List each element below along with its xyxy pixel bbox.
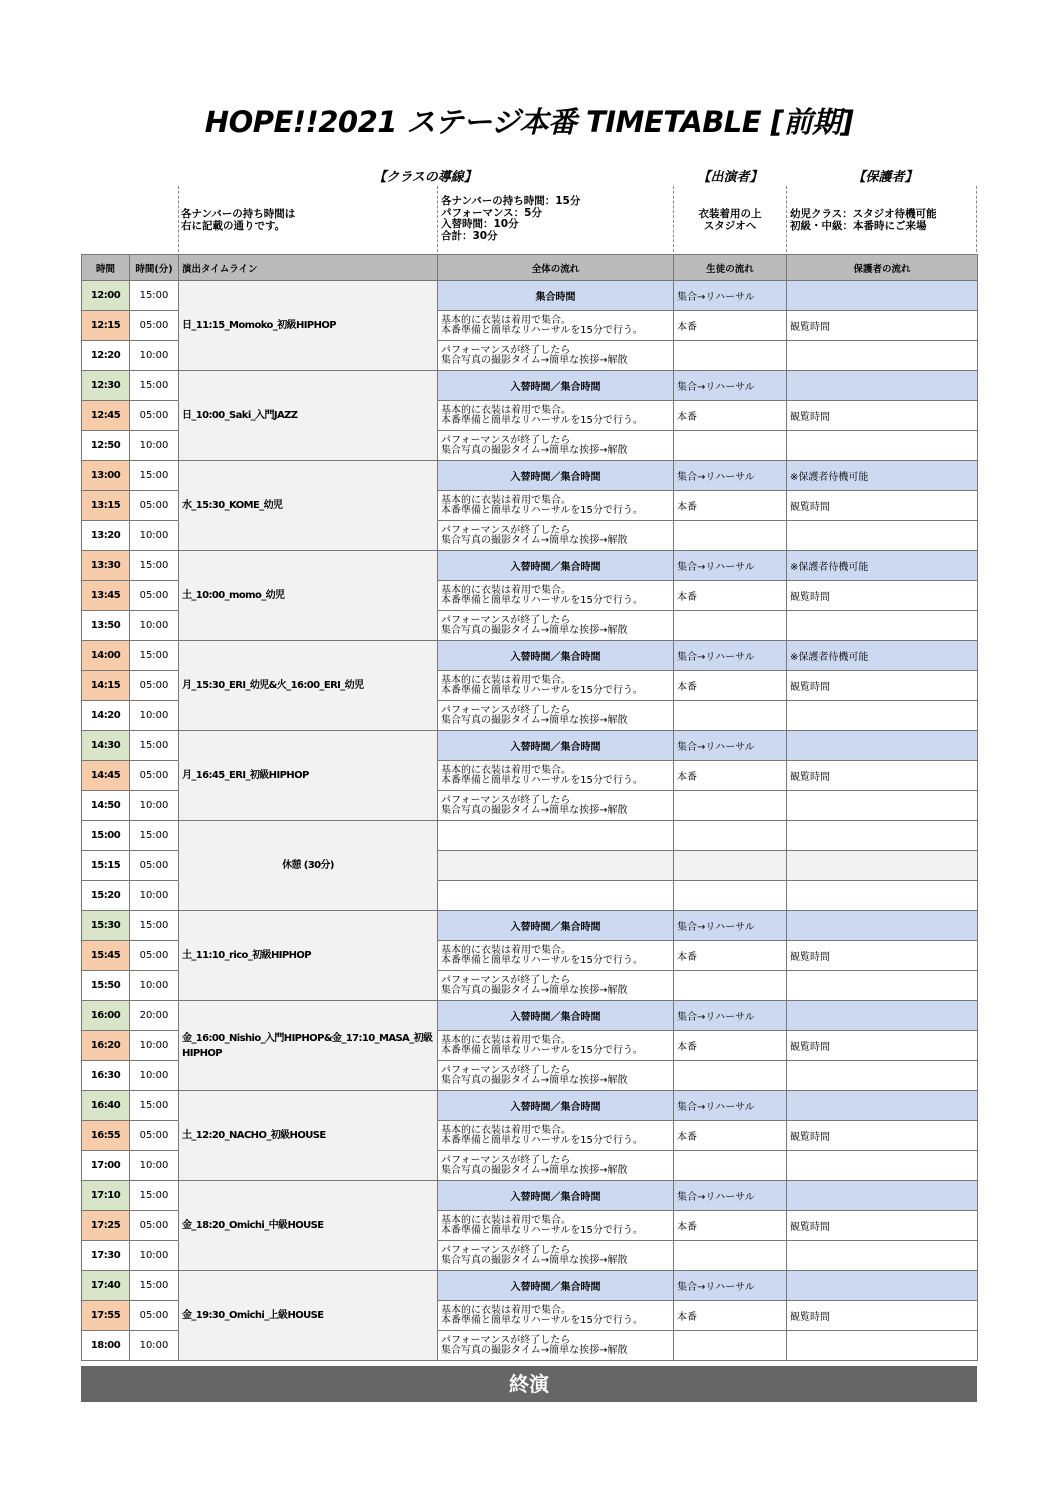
flow-line: 基本的に衣装は着用で集合。 — [441, 314, 571, 326]
duration-cell: 10:00 — [130, 791, 179, 821]
student-cell: 集合→リハーサル — [674, 1181, 787, 1211]
flow-heading: 入替時間／集合時間 — [438, 551, 674, 581]
student-cell: 本番 — [674, 671, 787, 701]
table-row — [82, 911, 978, 941]
class-name-cell: 金_18:20_Omichi_中級HOUSE — [179, 1181, 438, 1271]
divider — [178, 186, 179, 252]
student-cell — [674, 821, 787, 851]
flow-line: 基本的に衣装は着用で集合。 — [441, 764, 571, 776]
note-performer — [675, 209, 785, 232]
section-guardian: 【保護者】 — [852, 170, 918, 185]
time-cell: 17:30 — [82, 1241, 130, 1271]
flow-cell — [438, 1301, 674, 1331]
duration-cell: 10:00 — [130, 881, 179, 911]
class-name-cell: 水_15:30_KOME_幼児 — [179, 461, 438, 551]
break-cell: 休憩 (30分) — [179, 821, 438, 911]
table-row — [82, 641, 978, 671]
flow-cell — [438, 1331, 674, 1361]
duration-cell: 05:00 — [130, 1301, 179, 1331]
class-name-cell: 月_15:30_ERI_幼児&火_16:00_ERI_幼児 — [179, 641, 438, 731]
flow-line: パフォーマンスが終了したら — [441, 974, 571, 986]
student-cell: 集合→リハーサル — [674, 551, 787, 581]
duration-cell: 15:00 — [130, 911, 179, 941]
duration-cell: 15:00 — [130, 371, 179, 401]
flow-line: パフォーマンスが終了したら — [441, 1244, 571, 1256]
flow-cell — [438, 401, 674, 431]
flow-cell — [438, 791, 674, 821]
student-cell: 集合→リハーサル — [674, 1091, 787, 1121]
flow-line: 基本的に衣装は着用で集合。 — [441, 1034, 571, 1046]
guardian-cell — [787, 1271, 978, 1301]
flow-line: 集合写真の撮影タイム→簡単な挨拶→解散 — [441, 354, 628, 366]
flow-line: 基本的に衣装は着用で集合。 — [441, 584, 571, 596]
guardian-cell — [787, 341, 978, 371]
flow-cell — [438, 881, 674, 911]
divider — [786, 186, 787, 252]
divider — [976, 186, 977, 252]
time-cell: 13:30 — [82, 551, 130, 581]
flow-line: 本番準備と簡単なリハーサルを15分で行う。 — [441, 414, 643, 426]
duration-cell: 10:00 — [130, 431, 179, 461]
time-cell: 12:30 — [82, 371, 130, 401]
flow-cell — [438, 581, 674, 611]
class-name-cell: 土_11:10_rico_初級HIPHOP — [179, 911, 438, 1001]
class-name-cell: 金_19:30_Omichi_上級HOUSE — [179, 1271, 438, 1361]
student-cell: 集合→リハーサル — [674, 281, 787, 311]
duration-cell: 10:00 — [130, 1241, 179, 1271]
flow-cell — [438, 341, 674, 371]
student-cell — [674, 1241, 787, 1271]
divider — [437, 186, 438, 252]
duration-cell: 10:00 — [130, 341, 179, 371]
student-cell — [674, 881, 787, 911]
student-cell: 本番 — [674, 1031, 787, 1061]
duration-cell: 05:00 — [130, 851, 179, 881]
time-cell: 17:00 — [82, 1151, 130, 1181]
guardian-cell — [787, 371, 978, 401]
duration-cell: 15:00 — [130, 281, 179, 311]
time-cell: 14:45 — [82, 761, 130, 791]
guardian-cell — [787, 1091, 978, 1121]
guardian-cell: 観覧時間 — [787, 671, 978, 701]
class-name-cell: 金_16:00_Nishio_入門HIPHOP&金_17:10_MASA_初級HIPHOP — [179, 1001, 438, 1091]
time-cell: 16:40 — [82, 1091, 130, 1121]
flow-cell — [438, 491, 674, 521]
student-cell: 集合→リハーサル — [674, 641, 787, 671]
time-cell: 14:20 — [82, 701, 130, 731]
time-cell: 16:00 — [82, 1001, 130, 1031]
time-cell: 16:20 — [82, 1031, 130, 1061]
flow-cell — [438, 851, 674, 881]
flow-line: 集合写真の撮影タイム→簡単な挨拶→解散 — [441, 624, 628, 636]
time-cell: 16:55 — [82, 1121, 130, 1151]
flow-line: 集合写真の撮影タイム→簡単な挨拶→解散 — [441, 1254, 628, 1266]
duration-cell: 15:00 — [130, 641, 179, 671]
flow-line: 本番準備と簡単なリハーサルを15分で行う。 — [441, 594, 643, 606]
divider — [673, 186, 674, 252]
student-cell: 本番 — [674, 941, 787, 971]
guardian-cell: ※保護者待機可能 — [787, 461, 978, 491]
flow-line: 集合写真の撮影タイム→簡単な挨拶→解散 — [441, 804, 628, 816]
flow-heading: 入替時間／集合時間 — [438, 371, 674, 401]
guardian-cell: 観覧時間 — [787, 491, 978, 521]
flow-line: 本番準備と簡単なリハーサルを15分で行う。 — [441, 774, 643, 786]
time-cell: 13:00 — [82, 461, 130, 491]
flow-line: 基本的に衣装は着用で集合。 — [441, 944, 571, 956]
flow-heading: 入替時間／集合時間 — [438, 461, 674, 491]
flow-line: 集合写真の撮影タイム→簡単な挨拶→解散 — [441, 1074, 628, 1086]
time-cell: 14:30 — [82, 731, 130, 761]
section-class: 【クラスの導線】 — [373, 170, 477, 185]
student-cell: 本番 — [674, 1121, 787, 1151]
guardian-cell — [787, 611, 978, 641]
guardian-cell: 観覧時間 — [787, 1301, 978, 1331]
note-guardian — [790, 209, 937, 232]
guardian-cell — [787, 431, 978, 461]
time-cell: 15:15 — [82, 851, 130, 881]
section-performer: 【出演者】 — [697, 170, 763, 185]
flow-cell — [438, 1151, 674, 1181]
time-cell: 15:30 — [82, 911, 130, 941]
time-cell: 15:20 — [82, 881, 130, 911]
duration-cell: 10:00 — [130, 1331, 179, 1361]
guardian-cell: 観覧時間 — [787, 1121, 978, 1151]
flow-cell — [438, 311, 674, 341]
duration-cell: 15:00 — [130, 821, 179, 851]
student-cell — [674, 1331, 787, 1361]
duration-cell: 15:00 — [130, 461, 179, 491]
note-left — [181, 209, 295, 232]
guardian-cell: 観覧時間 — [787, 401, 978, 431]
time-cell: 17:25 — [82, 1211, 130, 1241]
note-line: 初級・中級：本番時にご来場 — [790, 219, 927, 232]
flow-line: パフォーマンスが終了したら — [441, 704, 571, 716]
flow-line: 集合写真の撮影タイム→簡単な挨拶→解散 — [441, 1344, 628, 1356]
flow-line: 本番準備と簡単なリハーサルを15分で行う。 — [441, 1314, 643, 1326]
note-line: 各ナンバーの持ち時間は — [181, 208, 296, 220]
guardian-cell — [787, 281, 978, 311]
time-cell: 13:50 — [82, 611, 130, 641]
class-name-cell: 土_12:20_NACHO_初級HOUSE — [179, 1091, 438, 1181]
class-name-cell: 土_10:00_momo_幼児 — [179, 551, 438, 641]
page-title: HOPE!!2021 ステージ本番 TIMETABLE [前期] — [204, 105, 854, 139]
guardian-cell — [787, 911, 978, 941]
end-banner: 終演 — [81, 1366, 977, 1402]
duration-cell: 15:00 — [130, 1271, 179, 1301]
table-row — [82, 1091, 978, 1121]
table-row — [82, 461, 978, 491]
note-flow — [441, 196, 580, 242]
flow-line: パフォーマンスが終了したら — [441, 1064, 571, 1076]
student-cell: 本番 — [674, 401, 787, 431]
table-row — [82, 1181, 978, 1211]
flow-line: パフォーマンスが終了したら — [441, 434, 571, 446]
flow-line: 本番準備と簡単なリハーサルを15分で行う。 — [441, 684, 643, 696]
flow-cell — [438, 1031, 674, 1061]
student-cell — [674, 791, 787, 821]
flow-cell — [438, 941, 674, 971]
flow-line: 本番準備と簡単なリハーサルを15分で行う。 — [441, 504, 643, 516]
note-line: 各ナンバーの持ち時間：15分 — [441, 195, 581, 207]
header-duration: 時間(分) — [130, 255, 179, 281]
note-line: 入替時間：10分 — [441, 218, 519, 230]
time-cell: 17:40 — [82, 1271, 130, 1301]
time-cell: 15:50 — [82, 971, 130, 1001]
student-cell: 集合→リハーサル — [674, 1001, 787, 1031]
flow-cell — [438, 1241, 674, 1271]
student-cell: 集合→リハーサル — [674, 1271, 787, 1301]
time-cell: 17:55 — [82, 1301, 130, 1331]
time-cell: 12:20 — [82, 341, 130, 371]
duration-cell: 05:00 — [130, 1211, 179, 1241]
time-cell: 13:45 — [82, 581, 130, 611]
note-line: 幼児クラス：スタジオ待機可能 — [790, 208, 937, 220]
flow-cell — [438, 761, 674, 791]
note-line: 衣装着用の上 — [698, 208, 762, 220]
guardian-cell — [787, 1061, 978, 1091]
table-header-row — [82, 255, 978, 281]
time-cell: 18:00 — [82, 1331, 130, 1361]
header-timeline: 演出タイムライン — [179, 255, 438, 281]
flow-line: パフォーマンスが終了したら — [441, 1154, 571, 1166]
duration-cell: 10:00 — [130, 971, 179, 1001]
flow-line: 基本的に衣装は着用で集合。 — [441, 404, 571, 416]
flow-line: 本番準備と簡単なリハーサルを15分で行う。 — [441, 324, 643, 336]
flow-line: 集合写真の撮影タイム→簡単な挨拶→解散 — [441, 1164, 628, 1176]
flow-line: 基本的に衣装は着用で集合。 — [441, 1304, 571, 1316]
class-name-cell: 日_10:00_Saki_入門JAZZ — [179, 371, 438, 461]
duration-cell: 05:00 — [130, 581, 179, 611]
student-cell — [674, 1151, 787, 1181]
header-overall: 全体の流れ — [438, 255, 674, 281]
time-cell: 15:00 — [82, 821, 130, 851]
duration-cell: 10:00 — [130, 1031, 179, 1061]
guardian-cell — [787, 701, 978, 731]
student-cell — [674, 701, 787, 731]
time-cell: 13:15 — [82, 491, 130, 521]
time-cell: 12:15 — [82, 311, 130, 341]
flow-line: パフォーマンスが終了したら — [441, 524, 571, 536]
duration-cell: 10:00 — [130, 521, 179, 551]
flow-cell — [438, 431, 674, 461]
flow-cell — [438, 521, 674, 551]
time-cell: 13:20 — [82, 521, 130, 551]
flow-line: 本番準備と簡単なリハーサルを15分で行う。 — [441, 1134, 643, 1146]
flow-line: 基本的に衣装は着用で集合。 — [441, 1214, 571, 1226]
flow-line: 本番準備と簡単なリハーサルを15分で行う。 — [441, 1224, 643, 1236]
flow-line: 集合写真の撮影タイム→簡単な挨拶→解散 — [441, 714, 628, 726]
timetable — [81, 254, 978, 1361]
guardian-cell: ※保護者待機可能 — [787, 641, 978, 671]
flow-line: 本番準備と簡単なリハーサルを15分で行う。 — [441, 954, 643, 966]
time-cell: 16:30 — [82, 1061, 130, 1091]
table-row — [82, 1001, 978, 1031]
time-cell: 17:10 — [82, 1181, 130, 1211]
table-row — [82, 371, 978, 401]
time-cell: 12:50 — [82, 431, 130, 461]
time-cell: 12:45 — [82, 401, 130, 431]
student-cell: 本番 — [674, 761, 787, 791]
flow-heading: 集合時間 — [438, 281, 674, 311]
duration-cell: 20:00 — [130, 1001, 179, 1031]
student-cell: 集合→リハーサル — [674, 461, 787, 491]
student-cell: 本番 — [674, 581, 787, 611]
student-cell: 本番 — [674, 491, 787, 521]
duration-cell: 05:00 — [130, 941, 179, 971]
table-row — [82, 1271, 978, 1301]
student-cell: 集合→リハーサル — [674, 911, 787, 941]
guardian-cell — [787, 1331, 978, 1361]
flow-line: 集合写真の撮影タイム→簡単な挨拶→解散 — [441, 534, 628, 546]
guardian-cell: ※保護者待機可能 — [787, 551, 978, 581]
header-guardian: 保護者の流れ — [787, 255, 978, 281]
table-row — [82, 281, 978, 311]
flow-line: パフォーマンスが終了したら — [441, 794, 571, 806]
student-cell — [674, 971, 787, 1001]
time-cell: 15:45 — [82, 941, 130, 971]
flow-line: パフォーマンスが終了したら — [441, 614, 571, 626]
duration-cell: 15:00 — [130, 1091, 179, 1121]
flow-line: 基本的に衣装は着用で集合。 — [441, 1124, 571, 1136]
flow-cell — [438, 701, 674, 731]
guardian-cell: 観覧時間 — [787, 1211, 978, 1241]
guardian-cell: 観覧時間 — [787, 761, 978, 791]
duration-cell: 15:00 — [130, 551, 179, 581]
duration-cell: 10:00 — [130, 701, 179, 731]
guardian-cell: 観覧時間 — [787, 941, 978, 971]
student-cell: 本番 — [674, 1211, 787, 1241]
note-line: 右に記載の通りです。 — [181, 219, 286, 232]
flow-line: 集合写真の撮影タイム→簡単な挨拶→解散 — [441, 984, 628, 996]
duration-cell: 05:00 — [130, 761, 179, 791]
duration-cell: 05:00 — [130, 1121, 179, 1151]
flow-heading: 入替時間／集合時間 — [438, 1091, 674, 1121]
flow-line: 基本的に衣装は着用で集合。 — [441, 494, 571, 506]
flow-cell — [438, 1121, 674, 1151]
time-cell: 12:00 — [82, 281, 130, 311]
flow-cell — [438, 1211, 674, 1241]
header-time: 時間 — [82, 255, 130, 281]
guardian-cell — [787, 881, 978, 911]
flow-line: パフォーマンスが終了したら — [441, 1334, 571, 1346]
guardian-cell — [787, 1151, 978, 1181]
flow-line: 本番準備と簡単なリハーサルを15分で行う。 — [441, 1044, 643, 1056]
flow-line: 集合写真の撮影タイム→簡単な挨拶→解散 — [441, 444, 628, 456]
time-cell: 14:15 — [82, 671, 130, 701]
duration-cell: 10:00 — [130, 1061, 179, 1091]
note-line: パフォーマンス：5分 — [441, 206, 542, 219]
guardian-cell — [787, 791, 978, 821]
guardian-cell — [787, 1181, 978, 1211]
flow-heading: 入替時間／集合時間 — [438, 731, 674, 761]
student-cell — [674, 521, 787, 551]
guardian-cell — [787, 971, 978, 1001]
flow-line: 基本的に衣装は着用で集合。 — [441, 674, 571, 686]
guardian-cell — [787, 1001, 978, 1031]
flow-heading: 入替時間／集合時間 — [438, 641, 674, 671]
flow-heading: 入替時間／集合時間 — [438, 1271, 674, 1301]
duration-cell: 05:00 — [130, 311, 179, 341]
table-row — [82, 821, 978, 851]
duration-cell: 05:00 — [130, 401, 179, 431]
header-student: 生徒の流れ — [674, 255, 787, 281]
guardian-cell: 観覧時間 — [787, 311, 978, 341]
duration-cell: 15:00 — [130, 731, 179, 761]
flow-line: パフォーマンスが終了したら — [441, 344, 571, 356]
note-line: 合計：30分 — [441, 229, 498, 242]
student-cell: 本番 — [674, 311, 787, 341]
table-row — [82, 551, 978, 581]
duration-cell: 10:00 — [130, 1151, 179, 1181]
flow-cell — [438, 971, 674, 1001]
note-line: スタジオへ — [703, 219, 757, 232]
student-cell: 集合→リハーサル — [674, 371, 787, 401]
duration-cell: 05:00 — [130, 491, 179, 521]
duration-cell: 15:00 — [130, 1181, 179, 1211]
class-name-cell: 日_11:15_Momoko_初級HIPHOP — [179, 281, 438, 371]
guardian-cell — [787, 821, 978, 851]
flow-cell — [438, 671, 674, 701]
student-cell: 集合→リハーサル — [674, 731, 787, 761]
time-cell: 14:00 — [82, 641, 130, 671]
flow-cell — [438, 1061, 674, 1091]
flow-heading: 入替時間／集合時間 — [438, 1001, 674, 1031]
flow-cell — [438, 821, 674, 851]
flow-heading: 入替時間／集合時間 — [438, 1181, 674, 1211]
time-cell: 14:50 — [82, 791, 130, 821]
student-cell — [674, 1061, 787, 1091]
class-name-cell: 月_16:45_ERI_初級HIPHOP — [179, 731, 438, 821]
guardian-cell — [787, 851, 978, 881]
guardian-cell — [787, 521, 978, 551]
flow-heading: 入替時間／集合時間 — [438, 911, 674, 941]
student-cell — [674, 341, 787, 371]
guardian-cell — [787, 1241, 978, 1271]
duration-cell: 05:00 — [130, 671, 179, 701]
guardian-cell: 観覧時間 — [787, 1031, 978, 1061]
table-row — [82, 731, 978, 761]
student-cell — [674, 851, 787, 881]
duration-cell: 10:00 — [130, 611, 179, 641]
flow-cell — [438, 611, 674, 641]
guardian-cell — [787, 731, 978, 761]
student-cell — [674, 611, 787, 641]
student-cell — [674, 431, 787, 461]
guardian-cell: 観覧時間 — [787, 581, 978, 611]
student-cell: 本番 — [674, 1301, 787, 1331]
